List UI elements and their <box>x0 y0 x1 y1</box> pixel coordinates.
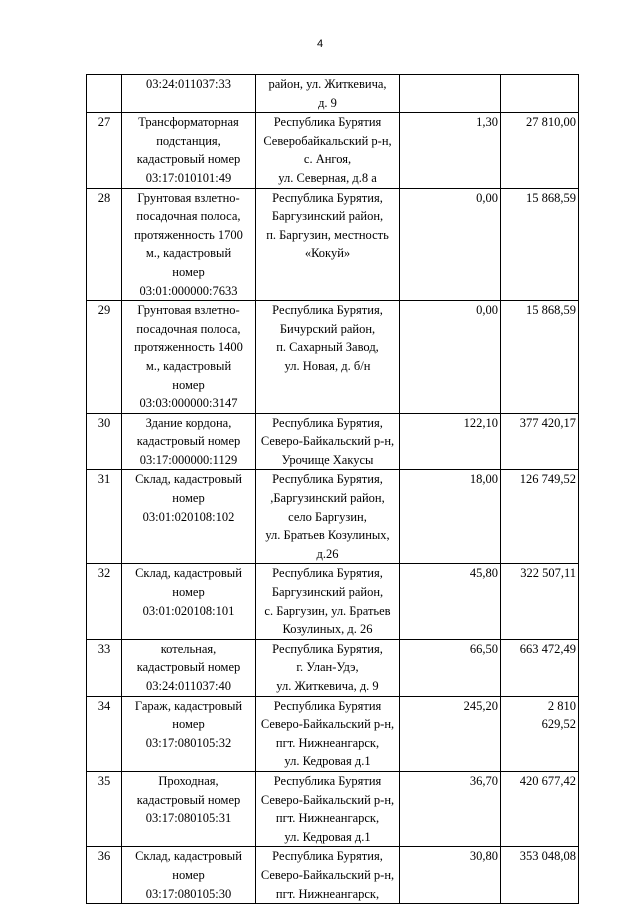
value-line: 2 810 <box>547 698 576 713</box>
object-name-line: кадастровый номер <box>136 434 241 449</box>
value-cell <box>501 470 579 564</box>
object-name-line: кадастровый номер <box>136 792 241 807</box>
address-line: ул. Новая, д. б/н <box>284 358 371 373</box>
area-cell: 45,80 <box>400 564 501 639</box>
value-cell <box>501 564 579 639</box>
page-number: 4 <box>316 38 324 50</box>
table-row <box>87 413 579 470</box>
value-line: 629,52 <box>541 717 576 732</box>
row-number-cell: 27 <box>87 113 122 188</box>
value-line: 322 507,11 <box>520 566 576 581</box>
area-cell: 1,30 <box>400 113 501 188</box>
value-cell <box>501 413 579 470</box>
address-cell <box>256 188 400 301</box>
row-number-cell: 32 <box>87 564 122 639</box>
object-name-line: Склад, кадастровый <box>135 566 242 581</box>
address-line: район, ул. Житкевича, <box>268 77 387 91</box>
address-line: ул. Кедровая д.1 <box>284 829 371 844</box>
object-name-line: 03:01:020108:102 <box>142 509 235 524</box>
value-line: 126 749,52 <box>519 472 576 487</box>
object-name-line: номер <box>172 377 205 392</box>
value-cell <box>501 301 579 414</box>
value-line: 353 048,08 <box>519 849 576 864</box>
object-name-cell <box>122 564 256 639</box>
object-name-line: номер <box>172 585 205 600</box>
object-name-line: посадочная полоса, <box>136 321 241 336</box>
table-row <box>87 696 579 771</box>
object-name-line: номер <box>172 264 205 279</box>
address-cell <box>256 696 400 771</box>
value-line: 663 472,49 <box>519 641 576 656</box>
value-cell <box>501 696 579 771</box>
address-line: Северо-Байкальский р-н, <box>260 867 395 882</box>
object-name-line: Склад, кадастровый <box>135 849 242 864</box>
row-number-cell: 29 <box>87 301 122 414</box>
address-line: Республика Бурятия, <box>272 849 383 864</box>
address-line: Баргузинский район, <box>271 209 384 224</box>
address-line: Республика Бурятия, <box>272 472 383 487</box>
object-name-line: кадастровый номер <box>136 152 241 167</box>
row-number-cell <box>87 75 122 113</box>
object-name-line: котельная, <box>160 641 217 656</box>
address-line: Республика Бурятия <box>273 698 382 713</box>
table-row <box>87 564 579 639</box>
address-cell <box>256 771 400 846</box>
row-number-cell: 30 <box>87 413 122 470</box>
value-line: 27 810,00 <box>526 115 576 130</box>
address-cell <box>256 413 400 470</box>
address-line: село Баргузин, <box>288 509 367 524</box>
address-line: Урочище Хакусы <box>281 452 374 467</box>
object-name-cell <box>122 771 256 846</box>
object-name-cell <box>122 413 256 470</box>
address-line: д. 9 <box>318 95 337 110</box>
object-name-line: посадочная полоса, <box>136 209 241 224</box>
address-line: ул. Братьев Козулиных, <box>265 528 390 543</box>
object-name-line: протяженность 1700 <box>134 227 243 242</box>
address-line: с. Баргузин, ул. Братьев <box>264 603 391 618</box>
object-name-cell <box>122 75 256 113</box>
value-cell <box>501 847 579 904</box>
value-line: 15 868,59 <box>526 303 576 318</box>
value-line: 377 420,17 <box>519 415 576 430</box>
object-name-line: 03:24:011037:40 <box>146 679 231 693</box>
object-name-line: протяженность 1400 <box>134 340 243 355</box>
address-cell <box>256 639 400 696</box>
address-cell <box>256 847 400 904</box>
address-line: Северо-Байкальский р-н, <box>260 792 395 807</box>
table-row <box>87 639 579 696</box>
area-cell: 30,80 <box>400 847 501 904</box>
address-line: Республика Бурятия, <box>272 641 383 656</box>
object-name-line: номер <box>172 717 205 732</box>
area-cell: 36,70 <box>400 771 501 846</box>
value-line: 420 677,42 <box>519 773 576 788</box>
object-name-line: номер <box>172 491 205 506</box>
value-cell <box>501 113 579 188</box>
object-name-line: 03:17:080105:31 <box>145 811 232 826</box>
object-name-line: Грунтовая взлетно- <box>137 190 240 205</box>
address-line: Республика Бурятия, <box>272 415 383 430</box>
table-row <box>87 771 579 846</box>
object-name-line: 03:01:020108:101 <box>142 603 235 618</box>
object-name-cell <box>122 113 256 188</box>
address-cell <box>256 564 400 639</box>
address-line: г. Улан-Удэ, <box>296 660 359 675</box>
address-line: пгт. Нижнеангарск, <box>275 811 380 826</box>
object-name-line: м., кадастровый <box>145 358 232 373</box>
object-name-line: Гараж, кадастровый <box>134 698 243 713</box>
object-name-line: 03:17:080105:32 <box>145 735 232 750</box>
area-cell: 0,00 <box>400 188 501 301</box>
address-line: Северобайкальский р-н, <box>263 133 392 148</box>
table-row <box>87 113 579 188</box>
address-line: Республика Бурятия <box>273 773 382 788</box>
address-line: Козулиных, д. 26 <box>282 622 373 637</box>
address-cell <box>256 113 400 188</box>
address-line: Республика Бурятия, <box>272 190 383 205</box>
address-line: ул. Житкевича, д. 9 <box>276 679 379 693</box>
value-cell <box>501 639 579 696</box>
address-line: пгт. Нижнеангарск, <box>275 886 380 901</box>
row-number-cell: 33 <box>87 639 122 696</box>
object-name-cell <box>122 847 256 904</box>
object-name-cell <box>122 639 256 696</box>
address-line: Республика Бурятия, <box>272 566 383 581</box>
address-line: пгт. Нижнеангарск, <box>275 735 380 750</box>
table-row <box>87 847 579 904</box>
property-table <box>86 74 579 904</box>
row-number-cell: 31 <box>87 470 122 564</box>
row-number-cell: 35 <box>87 771 122 846</box>
object-name-cell <box>122 470 256 564</box>
address-line: «Кокуй» <box>304 246 351 261</box>
object-name-line: 03:24:011037:33 <box>146 77 231 91</box>
address-line: ул. Кедровая д.1 <box>284 754 371 769</box>
address-line: Северо-Байкальский р-н, <box>260 434 395 449</box>
address-line: Северо-Байкальский р-н, <box>260 717 395 732</box>
value-line: 15 868,59 <box>526 190 576 205</box>
table-row <box>87 188 579 301</box>
object-name-cell <box>122 301 256 414</box>
value-cell <box>501 188 579 301</box>
address-line: д.26 <box>316 546 339 561</box>
row-number-cell: 28 <box>87 188 122 301</box>
address-cell <box>256 470 400 564</box>
area-cell: 245,20 <box>400 696 501 771</box>
object-name-line: 03:17:000000:1129 <box>139 452 238 467</box>
value-cell <box>501 75 579 113</box>
object-name-line: м., кадастровый <box>145 246 232 261</box>
object-name-cell <box>122 188 256 301</box>
address-line: п. Сахарный Завод, <box>276 340 379 355</box>
row-number-cell: 36 <box>87 847 122 904</box>
address-line: Республика Бурятия, <box>272 303 383 318</box>
area-cell: 66,50 <box>400 639 501 696</box>
object-name-line: подстанция, <box>156 133 221 148</box>
object-name-line: Трансформаторная <box>138 115 239 130</box>
address-line: Баргузинский район, <box>271 585 384 600</box>
area-cell: 0,00 <box>400 301 501 414</box>
object-name-line: номер <box>172 867 205 882</box>
object-name-line: 03:01:000000:7633 <box>139 283 238 298</box>
object-name-line: Склад, кадастровый <box>135 472 242 487</box>
address-line: Республика Бурятия <box>273 115 382 130</box>
object-name-cell <box>122 696 256 771</box>
value-cell <box>501 771 579 846</box>
row-number-cell: 34 <box>87 696 122 771</box>
table-row <box>87 301 579 414</box>
table-row <box>87 75 579 113</box>
address-line: п. Баргузин, местность <box>266 227 389 242</box>
object-name-line: Грунтовая взлетно- <box>137 303 240 318</box>
address-line: ,Баргузинский район, <box>270 491 385 506</box>
address-line: Бичурский район, <box>279 321 376 336</box>
address-cell <box>256 75 400 113</box>
object-name-line: 03:17:080105:30 <box>145 886 232 901</box>
object-name-line: Здание кордона, <box>145 415 232 430</box>
address-line: ул. Северная, д.8 а <box>278 170 377 185</box>
address-cell <box>256 301 400 414</box>
area-cell <box>400 75 501 113</box>
object-name-line: Проходная, <box>158 773 219 788</box>
table-row <box>87 470 579 564</box>
object-name-line: 03:03:000000:3147 <box>139 396 238 411</box>
object-name-line: кадастровый номер <box>136 660 241 675</box>
address-line: с. Ангоя, <box>303 152 352 167</box>
object-name-line: 03:17:010101:49 <box>145 170 232 185</box>
area-cell: 122,10 <box>400 413 501 470</box>
area-cell: 18,00 <box>400 470 501 564</box>
